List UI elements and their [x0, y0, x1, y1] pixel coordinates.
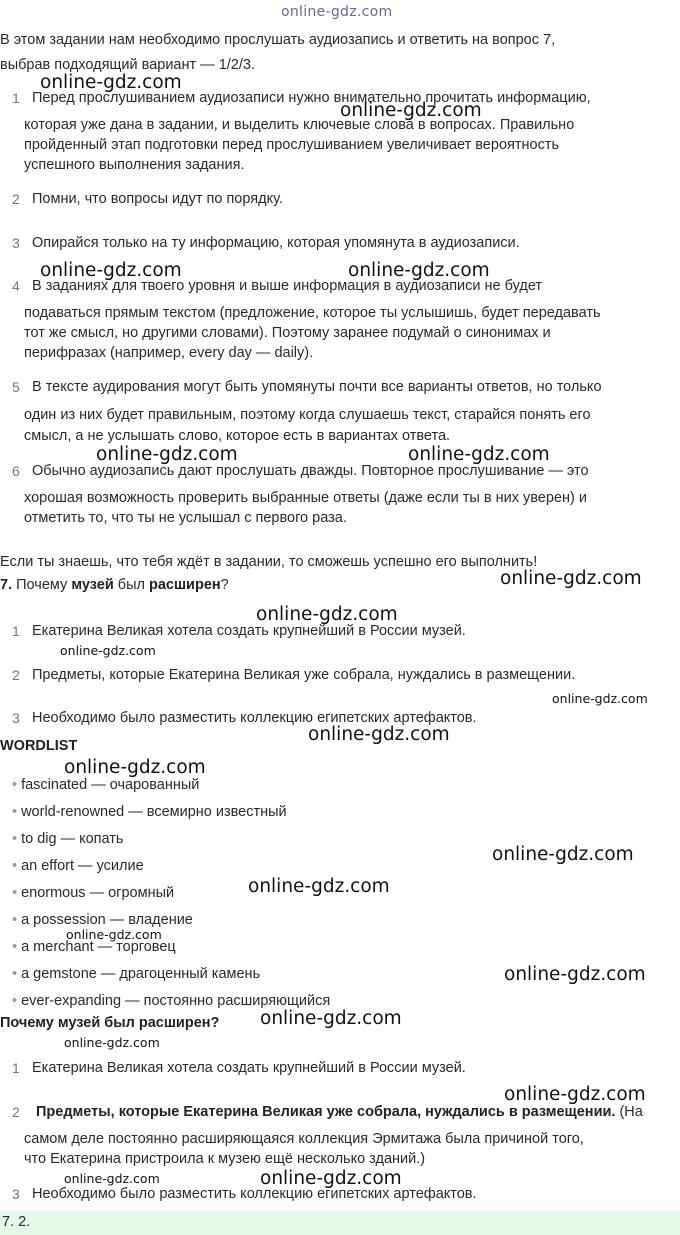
tip-text: Опирайся только на ту информацию, которая упомянута в аудиозаписи.	[32, 235, 520, 251]
watermark: online-gdz.com	[408, 444, 550, 465]
question-number: 7.	[0, 577, 13, 593]
tip-text: Обычно аудиозапись дают прослушать дважды. Повторное прослушивание — это	[32, 463, 589, 479]
wordlist-item: • enormous — огромный	[12, 885, 175, 901]
tip-number: 4	[12, 278, 20, 294]
conclusion: Если ты знаешь, что тебя ждёт в задании, то сможешь успешно его выполнить!	[0, 554, 538, 570]
watermark: online-gdz.com	[348, 260, 490, 281]
watermark: online-gdz.com	[260, 1168, 402, 1189]
option-text: Предметы, которые Екатерина Великая уже собрала, нуждались в размещении.	[32, 667, 576, 683]
wordlist-item: • to dig — копать	[12, 831, 124, 847]
watermark: online-gdz.com	[340, 100, 482, 121]
tip-number: 1	[12, 90, 20, 106]
tip-text: смысл, а не услышать слово, которое есть в вариантах ответа.	[24, 428, 451, 444]
wordlist-item: • world-renowned — всемирно известный	[12, 804, 287, 820]
answer-text: 7. 2.	[2, 1214, 31, 1230]
tip-number: 6	[12, 463, 20, 479]
option-number: 2	[12, 667, 20, 683]
tip-number: 3	[12, 235, 20, 251]
tip-text: один из них будет правильным, поэтому когда слушаешь текст, старайся понять его	[24, 407, 591, 423]
intro-line-1: В этом задании нам необходимо прослушать аудиозапись и ответить на вопрос 7,	[0, 32, 556, 48]
tip-text: отметить то, что ты не услышал с первого раза.	[24, 510, 347, 526]
solution-question: Почему музей был расширен?	[0, 1015, 220, 1031]
tip-number: 2	[12, 191, 20, 207]
explanation-line: самом деле постоянно расширяющаяся коллекция Эрмитажа была причиной того,	[24, 1131, 584, 1147]
wordlist-item: • a merchant — торговец	[12, 939, 176, 955]
wordlist-item: • an effort — усилие	[12, 858, 144, 874]
watermark: online-gdz.com	[256, 604, 398, 625]
watermark: online-gdz.com	[64, 1171, 160, 1186]
watermark: online-gdz.com	[504, 964, 646, 985]
correct-option: Предметы, которые Екатерина Великая уже собрала, нуждались в размещении.	[36, 1104, 616, 1120]
watermark: online-gdz.com	[552, 691, 648, 706]
option-number: 2	[12, 1104, 20, 1120]
watermark: online-gdz.com	[40, 72, 182, 93]
watermark: online-gdz.com	[64, 1035, 160, 1050]
watermark: online-gdz.com	[492, 844, 634, 865]
wordlist-item: • a possession — владение	[12, 912, 193, 928]
tip-text: В заданиях для твоего уровня и выше информация в аудиозаписи не будет	[32, 278, 543, 294]
correct-option-text: Предметы, которые Екатерина Великая уже собрала, нуждались в размещении. (На	[36, 1104, 643, 1120]
tip-text: тот же смысл, но другими словами). Поэтому заранее подумай о синонимах и	[24, 325, 551, 341]
option-number: 1	[12, 623, 20, 639]
tip-text: Помни, что вопросы идут по порядку.	[32, 191, 283, 207]
watermark: online-gdz.com	[260, 1008, 402, 1029]
option-number: 3	[12, 1186, 20, 1202]
tip-text: успешного выполнения задания.	[24, 157, 245, 173]
tip-text: хорошая возможность проверить выбранные ответы (даже если ты в них уверен) и	[24, 490, 587, 506]
tip-text: В тексте аудирования могут быть упомянуты почти все варианты ответов, но только	[32, 379, 602, 395]
option-text: Екатерина Великая хотела создать крупнейший в России музей.	[32, 1060, 466, 1076]
watermark: online-gdz.com	[66, 927, 162, 942]
watermark: online-gdz.com	[40, 260, 182, 281]
option-text: Необходимо было разместить коллекцию египетских артефактов.	[32, 1186, 477, 1202]
watermark: online-gdz.com	[308, 724, 450, 745]
tip-text: которая уже дана в задании, и выделить ключевые слова в вопросах. Правильно	[24, 117, 575, 133]
watermark: online-gdz.com	[281, 4, 393, 20]
explanation-line: что Екатерина пристроила к музею ещё несколько зданий.)	[24, 1151, 426, 1167]
wordlist-item: • ever-expanding — постоянно расширяющийся	[12, 993, 331, 1009]
option-text: Необходимо было разместить коллекцию египетских артефактов.	[32, 710, 477, 726]
tip-number: 5	[12, 379, 20, 395]
intro-line-2: выбрав подходящий вариант — 1/2/3.	[0, 57, 255, 73]
tip-text: перифразах (например, every day — daily).	[24, 345, 314, 361]
watermark: online-gdz.com	[60, 643, 156, 658]
answer-bar	[0, 1210, 680, 1235]
wordlist-title: WORDLIST	[0, 738, 78, 754]
tip-text: Перед прослушиванием аудиозаписи нужно внимательно прочитать информацию,	[32, 90, 591, 106]
watermark: online-gdz.com	[504, 1084, 646, 1105]
wordlist-item: • fascinated — очарованный	[12, 777, 200, 793]
watermark: online-gdz.com	[96, 444, 238, 465]
question-heading: 7. Почему музей был расширен?	[0, 577, 229, 593]
watermark: online-gdz.com	[500, 568, 642, 589]
tip-text: пройденный этап подготовки перед прослушиванием увеличивает вероятность	[24, 137, 560, 153]
watermark: online-gdz.com	[64, 757, 206, 778]
tip-text: подаваться прямым текстом (предложение, которое ты услышишь, будет передавать	[24, 305, 601, 321]
option-number: 1	[12, 1060, 20, 1076]
option-text: Екатерина Великая хотела создать крупнейший в России музей.	[32, 623, 466, 639]
watermark: online-gdz.com	[248, 876, 390, 897]
option-number: 3	[12, 710, 20, 726]
wordlist-item: • a gemstone — драгоценный камень	[12, 966, 261, 982]
